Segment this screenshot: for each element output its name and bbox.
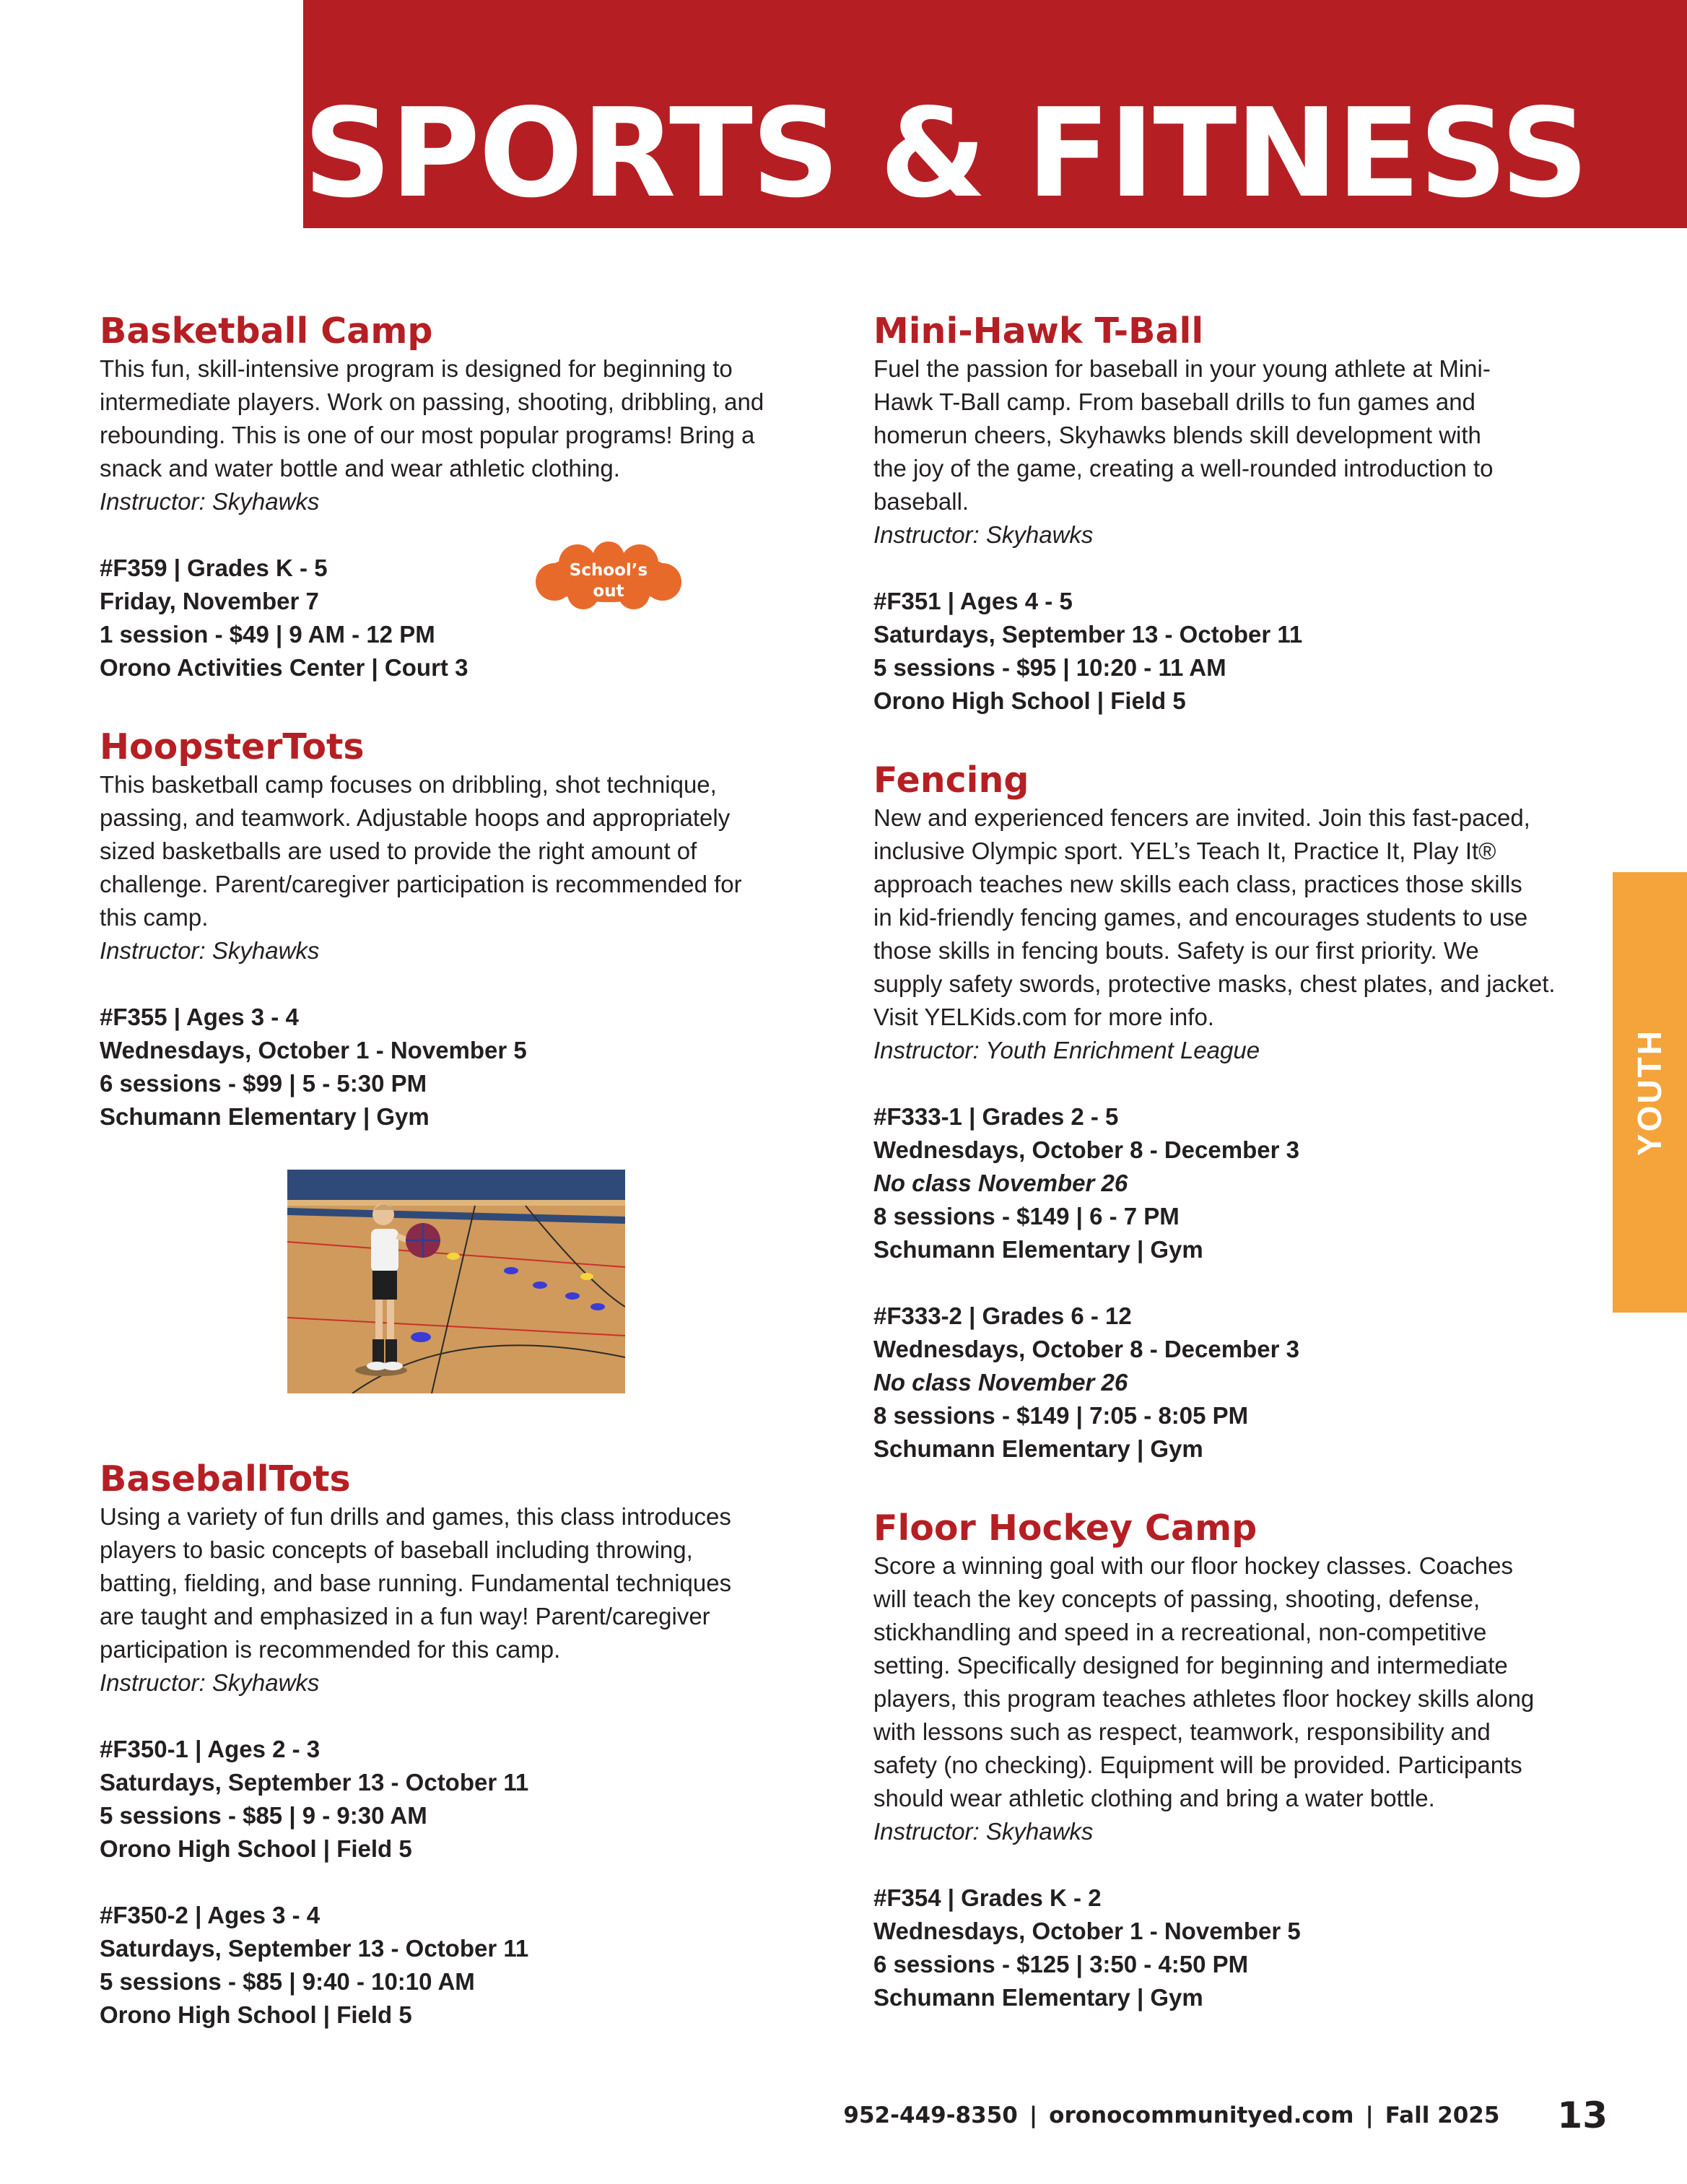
offering-dates: Wednesdays, October 8 - December 3 [873,1336,1299,1362]
offering-code: #F350-1 | Ages 2 - 3 [100,1736,321,1762]
description-line: sized basketballs are used to provide the right amount of [100,838,697,864]
course-description [100,352,821,485]
description-line: safety (no checking). Equipment will be provided. Participants [873,1752,1522,1778]
footer-season: Fall 2025 [1385,2102,1500,2128]
offering-price-time: 8 sessions - $149 | 6 - 7 PM [873,1203,1180,1230]
offering-code: #F355 | Ages 3 - 4 [100,1004,299,1030]
description-line: should wear athletic clothing and bring a water bottle. [873,1785,1435,1811]
header-banner [303,0,1687,228]
course-fencing [873,760,1595,1466]
offering-location: Orono High School | Field 5 [100,2001,412,2028]
description-line: homerun cheers, Skyhawks blends skill development with [873,422,1481,448]
offering-dates: Saturdays, September 13 - October 11 [100,1769,529,1796]
description-line: Hawk T-Ball camp. From baseball drills to fun games and [873,388,1475,415]
badge-line-1: School’s [569,561,648,580]
course-description [100,768,821,934]
description-line: are taught and emphasized in a fun way! Parent/caregiver [100,1603,710,1630]
offering-dates: Wednesdays, October 1 - November 5 [873,1918,1301,1944]
description-line: the joy of the game, creating a well-rounded introduction to [873,455,1494,482]
description-line: New and experienced fencers are invited. Join this fast-paced, [873,804,1530,831]
offering-location: Schumann Elementary | Gym [873,1236,1203,1263]
course-offering [100,1001,821,1134]
course-floor-hockey-camp [873,1508,1595,2014]
course-offering [100,1899,821,2032]
course-instructor: Instructor: Youth Enrichment League [873,1037,1260,1063]
page-title: SPORTS & FITNESS [303,82,1587,225]
offering-note: No class November 26 [873,1170,1128,1196]
offering-dates: Wednesdays, October 8 - December 3 [873,1136,1299,1163]
badge-line-2: out [593,582,624,601]
offering-price-time: 6 sessions - $99 | 5 - 5:30 PM [100,1070,427,1097]
offering-dates: Wednesdays, October 1 - November 5 [100,1037,527,1063]
description-line: Visit YELKids.com for more info. [873,1004,1214,1030]
course-offering [100,552,821,684]
offering-location: Schumann Elementary | Gym [100,1103,430,1130]
footer-phone: 952-449-8350 [843,2102,1018,2128]
course-basketball-camp [100,310,821,684]
course-hoopstertots [100,726,821,1134]
offering-dates: Saturdays, September 13 - October 11 [100,1935,529,1962]
description-line: snack and water bottle and wear athletic clothing. [100,455,620,482]
page-number: 13 [1557,2094,1608,2136]
course-title: Floor Hockey Camp [873,1508,1257,1549]
offering-price-time: 1 session - $49 | 9 AM - 12 PM [100,621,435,648]
offering-price-time: 8 sessions - $149 | 7:05 - 8:05 PM [873,1402,1249,1429]
description-line: intermediate players. Work on passing, shooting, dribbling, and [100,388,764,415]
offering-price-time: 5 sessions - $85 | 9 - 9:30 AM [100,1802,427,1829]
youth-tab-label: YOUTH [1631,1029,1668,1156]
basketball-child-photo [287,1170,625,1393]
course-title: Basketball Camp [100,310,433,352]
description-line: setting. Specifically designed for beginning and intermediate [873,1652,1508,1679]
offering-code: #F351 | Ages 4 - 5 [873,588,1073,614]
offering-location: Orono High School | Field 5 [100,1835,412,1862]
description-line: supply safety swords, protective masks, chest plates, and jacket. [873,970,1556,997]
course-title: HoopsterTots [100,726,365,767]
youth-section-tab [1613,872,1687,1313]
offering-code: #F333-1 | Grades 2 - 5 [873,1103,1119,1130]
course-description [100,1500,821,1666]
description-line: challenge. Parent/caregiver participation is recommended for [100,871,742,897]
offering-price-time: 5 sessions - $85 | 9:40 - 10:10 AM [100,1968,475,1995]
course-title: Mini-Hawk T-Ball [873,310,1204,352]
offering-code: #F354 | Grades K - 2 [873,1884,1102,1911]
description-line: Score a winning goal with our floor hockey classes. Coaches [873,1552,1513,1579]
description-line: Using a variety of fun drills and games, this class introduces [100,1503,731,1530]
footer-website: oronocommunityed.com [1049,2102,1354,2128]
course-instructor: Instructor: Skyhawks [873,1818,1094,1845]
description-line: passing, and teamwork. Adjustable hoops and appropriately [100,804,731,831]
course-offering [873,1100,1595,1266]
offering-code: #F350-2 | Ages 3 - 4 [100,1902,321,1928]
course-description [873,801,1595,1034]
description-line: players, this program teaches athletes floor hockey skills along [873,1685,1535,1712]
description-line: those skills in fencing bouts. Safety is our first priority. We [873,937,1479,964]
course-mini-hawk-t-ball [873,310,1595,718]
description-line: This basketball camp focuses on dribbling, shot technique, [100,771,717,798]
offering-price-time: 5 sessions - $95 | 10:20 - 11 AM [873,654,1226,681]
description-line: approach teaches new skills each class, practices those skills [873,871,1522,897]
course-description [873,1549,1595,1815]
description-line: rebounding. This is one of our most popular programs! Bring a [100,422,755,448]
description-line: batting, fielding, and base running. Fundamental techniques [100,1570,732,1596]
course-title: Fencing [873,760,1029,801]
offering-code: #F333-2 | Grades 6 - 12 [873,1302,1132,1329]
description-line: participation is recommended for this camp. [100,1636,561,1663]
offering-code: #F359 | Grades K - 5 [100,554,328,581]
course-offering [873,1300,1595,1466]
schools-out-badge [533,541,684,611]
description-line: in kid-friendly fencing games, and encourages students to use [873,904,1528,931]
course-offering [100,1733,821,1866]
offering-price-time: 6 sessions - $125 | 3:50 - 4:50 PM [873,1951,1249,1978]
description-line: players to basic concepts of baseball including throwing, [100,1536,693,1563]
description-line: will teach the key concepts of passing, shooting, defense, [873,1585,1481,1612]
offering-dates: Friday, November 7 [100,588,319,614]
offering-location: Schumann Elementary | Gym [873,1435,1203,1462]
description-line: Fuel the passion for baseball in your young athlete at Mini- [873,355,1491,382]
course-instructor: Instructor: Skyhawks [100,488,320,515]
description-line: stickhandling and speed in a recreational, non-competitive [873,1619,1487,1645]
description-line: this camp. [100,904,209,931]
description-line: with lessons such as respect, teamwork, responsibility and [873,1718,1491,1745]
offering-location: Orono Activities Center | Court 3 [100,654,468,681]
page-footer: 952-449-8350 | oronocommunityed.com | Fall 2025 13 [843,2094,1608,2136]
offering-location: Schumann Elementary | Gym [873,1984,1203,2011]
description-line: This fun, skill-intensive program is designed for beginning to [100,355,733,382]
course-title: BaseballTots [100,1458,351,1500]
course-offering [873,1881,1595,2014]
course-instructor: Instructor: Skyhawks [100,1669,320,1696]
offering-dates: Saturdays, September 13 - October 11 [873,621,1303,648]
course-instructor: Instructor: Skyhawks [873,521,1094,548]
offering-note: No class November 26 [873,1369,1128,1396]
offering-location: Orono High School | Field 5 [873,687,1186,714]
course-offering [873,585,1595,718]
description-line: baseball. [873,488,969,515]
course-description [873,352,1595,518]
course-instructor: Instructor: Skyhawks [100,937,320,964]
description-line: inclusive Olympic sport. YEL’s Teach It, Practice It, Play It® [873,838,1496,864]
course-baseballtots [100,1458,821,2032]
right-column [873,310,1595,2014]
